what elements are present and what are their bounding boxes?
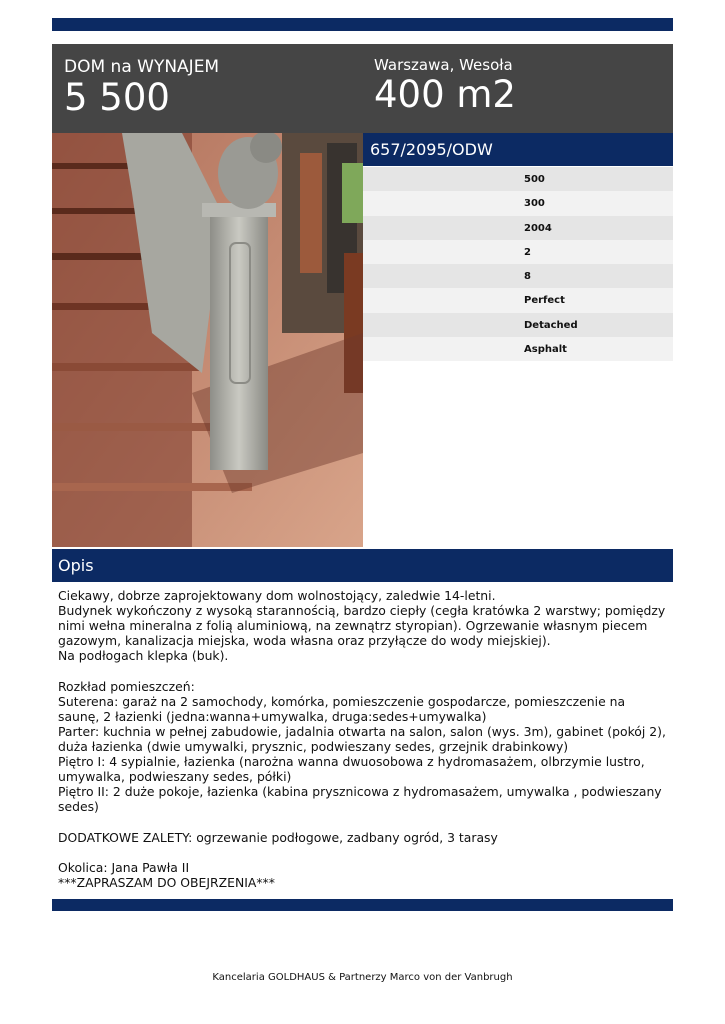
top-accent-bar (52, 18, 673, 31)
spec-row: 8 (363, 264, 673, 288)
spec-row: 300 (363, 191, 673, 215)
spec-row: Asphalt (363, 337, 673, 361)
price: 5 500 (64, 76, 170, 119)
spec-row: 500 (363, 167, 673, 191)
area: 400 m2 (374, 73, 516, 116)
listing-type: DOM na WYNAJEM (64, 57, 220, 77)
spec-row: 2 (363, 240, 673, 264)
spec-row: Detached (363, 313, 673, 337)
listing-header (52, 44, 673, 133)
specs-table (363, 167, 673, 361)
spec-row: Perfect (363, 288, 673, 312)
description-text: Ciekawy, dobrze zaprojektowany dom wolnostojący, zaledwie 14-letni. Budynek wykończony z wysoką starannością, bardzo ciepły (cegła kratówka 2 warstwy; pomiędzy nimi wełna mineralna z folią aluminiową, na zewnątrz styropian). Ogrzewanie własnym piecem gazowym, kanalizacja miejska, woda własna oraz przyłącze do wody miejskiej). Na podłogach klepka (buk). Rozkład pomieszczeń: Suterena: garaż na 2 samochody, komórka, pomieszczenie gospodarcze, pomieszczenie na saunę, 2 łazienki (jedna:wanna+umywalka, druga:sedes+umywalka) Parter: kuchnia w pełnej zabudowie, jadalnia otwarta na salon, salon (wys. 3m), gabinet (pokój 2), duża łazienka (dwie umywalki, prysznic, podwieszany sedes, grzejnik drabinkowy) Piętro I: 4 sypialnie, łazienka (narożna wanna dwuosobowa z hydromasażem, olbrzymie lustro, umywalka, podwieszany sedes, półki) Piętro II: 2 duże pokoje, łazienka (kabina prysznicowa z hydromasażem, umywalka , podwieszany sedes) DODATKOWE ZALETY: ogrzewanie podłogowe, zadbany ogród, 3 tarasy Okolica: Jana Pawła II ***ZAPRASZAM DO OBEJRZENIA*** (58, 588, 666, 890)
location: Warszawa, Wesoła (374, 56, 513, 74)
description-heading: Opis (52, 549, 673, 582)
reference-number: 657/2095/ODW (363, 133, 673, 166)
spec-row: 2004 (363, 216, 673, 240)
bottom-accent-bar (52, 899, 673, 911)
property-photo (52, 133, 363, 547)
footer-agency: Kancelaria GOLDHAUS & Partnerzy Marco von der Vanbrugh (212, 972, 513, 983)
